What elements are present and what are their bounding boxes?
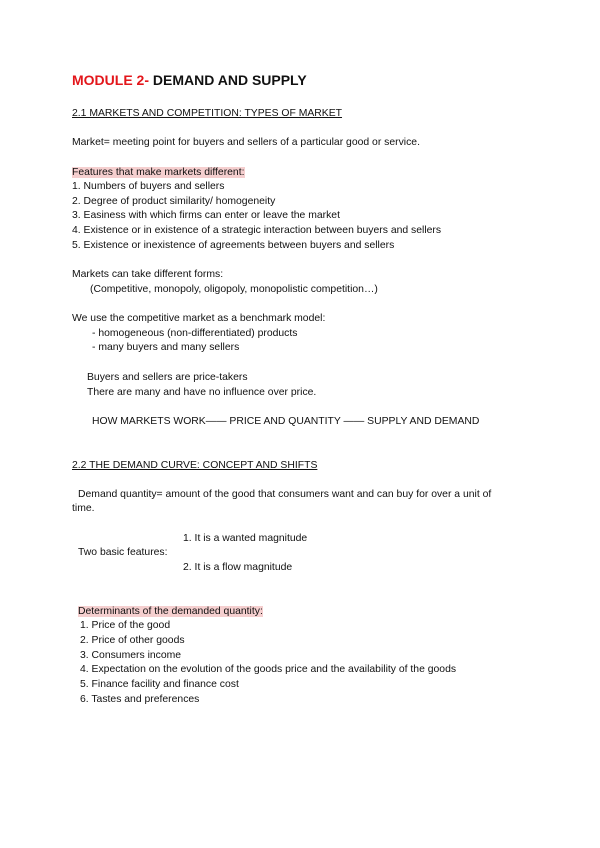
title-separator: - — [144, 72, 150, 88]
features-heading: Features that make markets different: — [72, 167, 245, 178]
list-item: 5. Existence or inexistence of agreements between buyers and sellers — [72, 240, 395, 251]
features-label: Two basic features: — [78, 547, 168, 558]
list-item: 2. Price of other goods — [80, 635, 185, 646]
list-item: 3. Easiness with which firms can enter or leave the market — [72, 210, 340, 221]
list-item: - homogeneous (non-differentiated) products — [92, 328, 298, 339]
market-definition: Market= meeting point for buyers and sellers of a particular good or service. — [72, 137, 420, 148]
list-item: - many buyers and many sellers — [92, 342, 240, 353]
benchmark-intro: We use the competitive market as a benchmark model: — [72, 313, 326, 324]
module-label: MODULE 2 — [72, 72, 145, 88]
demand-definition-cont: time. — [72, 503, 95, 514]
list-item: 5. Finance facility and finance cost — [80, 679, 239, 690]
section-heading-markets: 2.1 MARKETS AND COMPETITION: TYPES OF MARKET — [72, 108, 343, 119]
module-subject: DEMAND AND SUPPLY — [149, 72, 307, 88]
list-item: 2. Degree of product similarity/ homogeneity — [72, 196, 276, 207]
section-heading-demand: 2.2 THE DEMAND CURVE: CONCEPT AND SHIFTS — [72, 460, 318, 471]
list-item: 3. Consumers income — [80, 650, 182, 661]
feature-wanted: 1. It is a wanted magnitude — [183, 533, 308, 544]
demand-definition: Demand quantity= amount of the good that consumers want and can buy for over a unit of — [78, 489, 492, 500]
forms-intro: Markets can take different forms: — [72, 269, 224, 280]
list-item: 4. Existence or in existence of a strategic interaction between buyers and sellers — [72, 225, 442, 236]
price-takers-line: Buyers and sellers are price-takers — [87, 372, 248, 383]
market-flow-line: HOW MARKETS WORK—— PRICE AND QUANTITY —— SUPPLY AND DEMAND — [92, 416, 480, 427]
page-title — [72, 72, 307, 88]
forms-list: (Competitive, monopoly, oligopoly, monopolistic competition…) — [90, 284, 378, 295]
list-item: 1. Price of the good — [80, 620, 171, 631]
list-item: 4. Expectation on the evolution of the goods price and the availability of the goods — [80, 664, 457, 675]
list-item: 1. Numbers of buyers and sellers — [72, 181, 225, 192]
price-influence-line: There are many and have no influence over price. — [87, 387, 317, 398]
determinants-heading: Determinants of the demanded quantity: — [78, 606, 263, 617]
list-item: 6. Tastes and preferences — [80, 694, 200, 705]
feature-flow: 2. It is a flow magnitude — [183, 562, 293, 573]
